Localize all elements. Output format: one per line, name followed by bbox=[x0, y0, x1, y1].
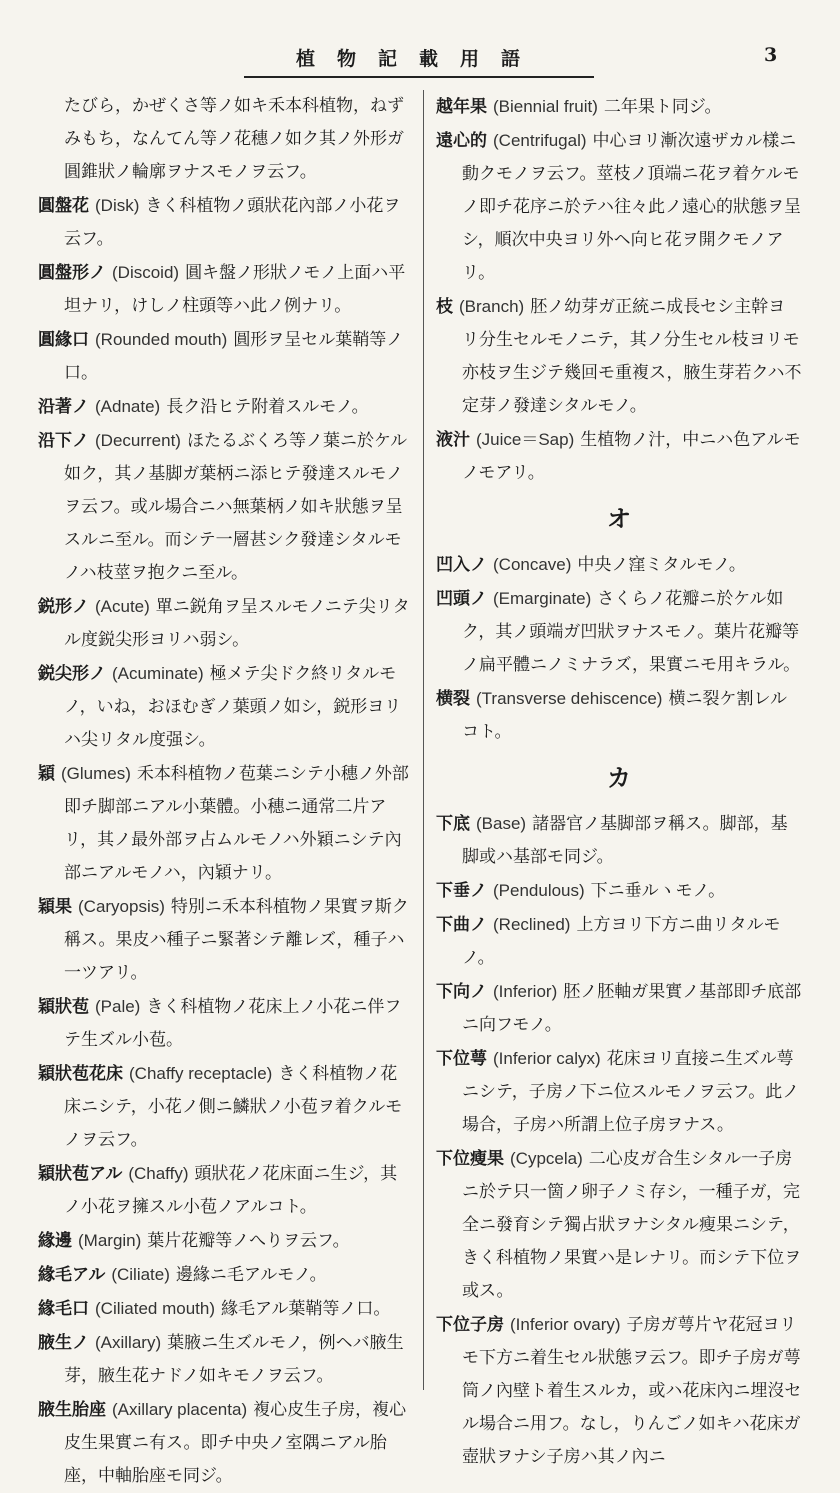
glossary-entry bbox=[38, 1292, 410, 1326]
entry-latin-term: (Ciliate) bbox=[111, 1265, 170, 1284]
left-column bbox=[38, 90, 410, 1493]
entry-latin-term: (Chaffy) bbox=[128, 1164, 189, 1183]
section-heading: オ bbox=[607, 505, 631, 533]
entry-definition: 邊緣ニ毛アルモノ。 bbox=[175, 1265, 327, 1285]
entry-term: 穎果 bbox=[38, 897, 72, 917]
entry-definition: 二心皮ガ合生シタル一子房ニ於テ只一箇ノ卵子ノミ存シ，一種子ガ，完全ニ發育シテ獨占狀ヲナシタル瘦果ニシテ，きく科植物ノ果實ハ是レナリ。而シテ下位ヲ或ス。 bbox=[462, 1149, 802, 1301]
entry-term: 下底 bbox=[436, 814, 470, 834]
entry-term: 圓緣口 bbox=[38, 330, 89, 350]
entry-definition: きく科植物ノ頭狀花內部ノ小花ヲ云フ。 bbox=[64, 196, 401, 249]
entry-term: 圓盤形ノ bbox=[38, 263, 106, 283]
entry-latin-term: (Axillary) bbox=[95, 1333, 162, 1352]
entry-latin-term: (Biennial fruit) bbox=[493, 97, 598, 116]
glossary-entry bbox=[38, 424, 410, 590]
entry-latin-term: (Rounded mouth) bbox=[95, 330, 228, 349]
entry-term: 穎狀苞 bbox=[38, 997, 89, 1017]
right-column bbox=[436, 90, 802, 1474]
entry-latin-term: (Pendulous) bbox=[493, 881, 585, 900]
entry-latin-term: (Inferior calyx) bbox=[493, 1049, 601, 1068]
entry-term: 穎 bbox=[38, 764, 55, 784]
entry-definition: 葉腋ニ生ズルモノ，例ヘバ腋生芽，腋生花ナドノ如キモノヲ云フ。 bbox=[64, 1333, 404, 1386]
entry-term: 越年果 bbox=[436, 97, 487, 117]
entry-definition: たびら，かぜくさ等ノ如キ禾本科植物，ねずみもち，なんてん等ノ花穗ノ如ク其ノ外形ガ圓錐狀ノ輪廓ヲナスモノヲ云フ。 bbox=[64, 96, 404, 182]
column-divider bbox=[423, 90, 424, 1390]
entry-term: 凹入ノ bbox=[436, 555, 487, 575]
entry-latin-term: (Centrifugal) bbox=[493, 131, 587, 150]
entry-latin-term: (Inferior ovary) bbox=[510, 1315, 621, 1334]
entry-term: 緣毛アル bbox=[38, 1265, 106, 1285]
entry-term: 下位子房 bbox=[436, 1315, 504, 1335]
page-header bbox=[244, 42, 594, 78]
glossary-entry bbox=[436, 582, 802, 682]
entry-latin-term: (Inferior) bbox=[493, 982, 558, 1001]
entry-term: 緣邊 bbox=[38, 1231, 72, 1251]
entry-definition: 胚ノ幼芽ガ正統ニ成長セシ主幹ヨリ分生セルモノニテ，其ノ分生セル枝ヨリモ亦枝ヲ生ジテ幾回モ重複ス，腋生芽若クハ不定芽ノ發達シタルモノ。 bbox=[462, 297, 802, 416]
glossary-entry bbox=[38, 90, 410, 189]
entry-definition: きく科植物ノ花床上ノ小花ニ伴フテ生ズル小苞。 bbox=[64, 997, 402, 1050]
entry-latin-term: (Base) bbox=[476, 814, 527, 833]
glossary-entry bbox=[38, 1224, 410, 1258]
entry-term: 鋭尖形ノ bbox=[38, 664, 106, 684]
glossary-entry bbox=[436, 682, 802, 749]
glossary-entry bbox=[436, 975, 802, 1042]
entry-term: 緣毛口 bbox=[38, 1299, 89, 1319]
entry-term: 下垂ノ bbox=[436, 881, 487, 901]
entry-term: 凹頭ノ bbox=[436, 589, 487, 609]
entry-term: 横裂 bbox=[436, 689, 470, 709]
entry-term: 鋭形ノ bbox=[38, 597, 89, 617]
glossary-entry bbox=[38, 390, 410, 424]
entry-term: 腋生胎座 bbox=[38, 1400, 106, 1420]
glossary-entry bbox=[436, 908, 802, 975]
entry-term: 下曲ノ bbox=[436, 915, 487, 935]
entry-latin-term: (Acuminate) bbox=[112, 664, 204, 683]
entry-latin-term: (Reclined) bbox=[493, 915, 571, 934]
entry-latin-term: (Disk) bbox=[95, 196, 140, 215]
entry-latin-term: (Acute) bbox=[95, 597, 150, 616]
entry-latin-term: (Margin) bbox=[78, 1231, 142, 1250]
entry-latin-term: (Concave) bbox=[493, 555, 572, 574]
entry-definition: 子房ガ萼片ヤ花冠ヨリモ下方ニ着生セル狀態ヲ云フ。即チ子房ガ萼筒ノ內壁ト着生スルカ，或ハ花床內ニ埋沒セル場合ニ用フ。なし，りんごノ如キハ花床ガ壺狀ヲナシ子房ハ其ノ內ニ bbox=[462, 1315, 802, 1467]
entry-definition: 横ニ裂ケ割レルコト。 bbox=[462, 689, 788, 742]
entry-definition: 特別ニ禾本科植物ノ果實ヲ斯ク稱ス。果皮ハ種子ニ緊著シテ離レズ，種子ハ一ツアリ。 bbox=[64, 897, 409, 983]
entry-latin-term: (Glumes) bbox=[61, 764, 131, 783]
section-heading: カ bbox=[607, 764, 631, 792]
glossary-entry bbox=[38, 1258, 410, 1292]
entry-definition: 諸器官ノ基脚部ヲ稱ス。脚部，基脚或ハ基部モ同ジ。 bbox=[462, 814, 788, 867]
glossary-entry bbox=[436, 1042, 802, 1142]
glossary-entry bbox=[38, 1057, 410, 1157]
entry-definition: 頭狀花ノ花床面ニ生ジ，其ノ小花ヲ擁スル小苞ノアルコト。 bbox=[64, 1164, 398, 1217]
glossary-entry bbox=[38, 890, 410, 990]
entry-term: 下位萼 bbox=[436, 1049, 487, 1069]
glossary-entry bbox=[38, 1393, 410, 1493]
entry-definition: 二年果ト同ジ。 bbox=[603, 97, 722, 117]
entry-definition: 中央ノ窪ミタルモノ。 bbox=[577, 555, 746, 575]
glossary-entry bbox=[38, 323, 410, 390]
entry-definition: 圓形ヲ呈セル葉鞘等ノ口。 bbox=[64, 330, 404, 383]
entry-definition: 生植物ノ汁，中ニハ色アルモノモアリ。 bbox=[462, 430, 801, 483]
glossary-entry bbox=[38, 189, 410, 256]
page-number: 3 bbox=[764, 44, 778, 66]
entry-latin-term: (Axillary placenta) bbox=[112, 1400, 248, 1419]
entry-definition: 緣毛アル葉鞘等ノ口。 bbox=[221, 1299, 391, 1319]
entry-term: 沿著ノ bbox=[38, 397, 89, 417]
entry-latin-term: (Adnate) bbox=[95, 397, 161, 416]
entry-latin-term: (Juice＝Sap) bbox=[476, 430, 575, 449]
entry-term: 下位瘦果 bbox=[436, 1149, 504, 1169]
entry-definition: さくらノ花瓣ニ於ケル如ク，其ノ頭端ガ凹狀ヲナスモノ。葉片花瓣等ノ扁平體ニノミナラズ，果實ニモ用キラル。 bbox=[462, 589, 801, 675]
entry-latin-term: (Branch) bbox=[459, 297, 525, 316]
entry-latin-term: (Transverse dehiscence) bbox=[476, 689, 663, 708]
entry-definition: 上方ヨリ下方ニ曲リタルモノ。 bbox=[462, 915, 781, 968]
glossary-entry bbox=[436, 807, 802, 874]
entry-definition: 胚ノ胚軸ガ果實ノ基部即チ底部ニ向フモノ。 bbox=[462, 982, 802, 1035]
glossary-entry bbox=[38, 256, 410, 323]
entry-term: 穎狀苞アル bbox=[38, 1164, 123, 1184]
glossary-entry bbox=[38, 990, 410, 1057]
entry-term: 枝 bbox=[436, 297, 453, 317]
glossary-entry bbox=[436, 423, 802, 490]
entry-definition: ほたるぶくろ等ノ葉ニ於ケル如ク，其ノ基脚ガ葉柄ニ添ヒテ發達スルモノヲ云フ。或ル場合ニハ無葉柄ノ如キ狀態ヲ呈スルニ至ル。而シテ一層甚シク發達シタルモノハ枝莖ヲ抱クニ至ル。 bbox=[64, 431, 408, 583]
entry-latin-term: (Decurrent) bbox=[95, 431, 181, 450]
glossary-entry bbox=[38, 590, 410, 657]
entry-definition: 花床ヨリ直接ニ生ズル萼ニシテ，子房ノ下ニ位スルモノヲ云フ。此ノ場合，子房ハ所謂上位子房ヲナス。 bbox=[462, 1049, 800, 1135]
entry-definition: 禾本科植物ノ苞葉ニシテ小穗ノ外部即チ脚部ニアル小葉體。小穗ニ通常二片アリ，其ノ最外部ヲ占ムルモノハ外穎ニシテ內部ニアルモノハ，內穎ナリ。 bbox=[64, 764, 409, 883]
entry-definition: 單ニ鋭角ヲ呈スルモノニテ尖リタル度鋭尖形ヨリハ弱シ。 bbox=[64, 597, 410, 650]
entry-definition: 複心皮生子房，複心皮生果實ニ有ス。即チ中央ノ室隅ニアル胎座，中軸胎座モ同ジ。 bbox=[64, 1400, 407, 1486]
glossary-entry bbox=[436, 874, 802, 908]
entry-term: 液汁 bbox=[436, 430, 470, 450]
entry-definition: 中心ヨリ漸次遠ザカル樣ニ動クモノヲ云フ。莖枝ノ頂端ニ花ヲ着ケルモノ即チ花序ニ於テハ往々此ノ遠心的狀態ヲ呈シ，順次中央ヨリ外ヘ向ヒ花ヲ開クモノアリ。 bbox=[462, 131, 801, 283]
entry-latin-term: (Caryopsis) bbox=[78, 897, 165, 916]
entry-latin-term: (Discoid) bbox=[112, 263, 180, 282]
entry-latin-term: (Emarginate) bbox=[493, 589, 592, 608]
entry-definition: 下ニ垂ルヽモノ。 bbox=[590, 881, 726, 901]
entry-definition: 葉片花瓣等ノへりヲ云フ。 bbox=[147, 1231, 350, 1251]
glossary-entry bbox=[436, 548, 802, 582]
entry-definition: きく科植物ノ花床ニシテ，小花ノ側ニ鱗狀ノ小苞ヲ着クルモノヲ云フ。 bbox=[64, 1064, 403, 1150]
glossary-entry bbox=[38, 1157, 410, 1224]
entry-term: 遠心的 bbox=[436, 131, 487, 151]
entry-latin-term: (Pale) bbox=[95, 997, 141, 1016]
page-title: 植物記載用語 bbox=[295, 48, 542, 70]
entry-definition: 長ク沿ヒテ附着スルモノ。 bbox=[166, 397, 369, 417]
glossary-entry bbox=[436, 1308, 802, 1474]
glossary-entry bbox=[38, 657, 410, 757]
glossary-entry bbox=[38, 1326, 410, 1393]
entry-definition: 極メテ尖ドク終リタルモノ，いね，おほむぎノ葉頭ノ如シ，鋭形ヨリハ尖リタル度强シ。 bbox=[64, 664, 402, 750]
entry-latin-term: (Cypcela) bbox=[510, 1149, 583, 1168]
entry-term: 沿下ノ bbox=[38, 431, 89, 451]
entry-term: 腋生ノ bbox=[38, 1333, 89, 1353]
glossary-entry bbox=[436, 124, 802, 290]
glossary-entry bbox=[38, 757, 410, 890]
entry-term: 圓盤花 bbox=[38, 196, 89, 216]
entry-latin-term: (Ciliated mouth) bbox=[95, 1299, 215, 1318]
glossary-entry bbox=[436, 90, 802, 124]
glossary-entry bbox=[436, 1142, 802, 1308]
entry-definition: 圓キ盤ノ形狀ノモノ上面ハ平坦ナリ，けしノ柱頭等ハ此ノ例ナリ。 bbox=[64, 263, 406, 316]
entry-latin-term: (Chaffy receptacle) bbox=[129, 1064, 273, 1083]
entry-term: 下向ノ bbox=[436, 982, 487, 1002]
entry-term: 穎狀苞花床 bbox=[38, 1064, 123, 1084]
glossary-entry bbox=[436, 290, 802, 423]
